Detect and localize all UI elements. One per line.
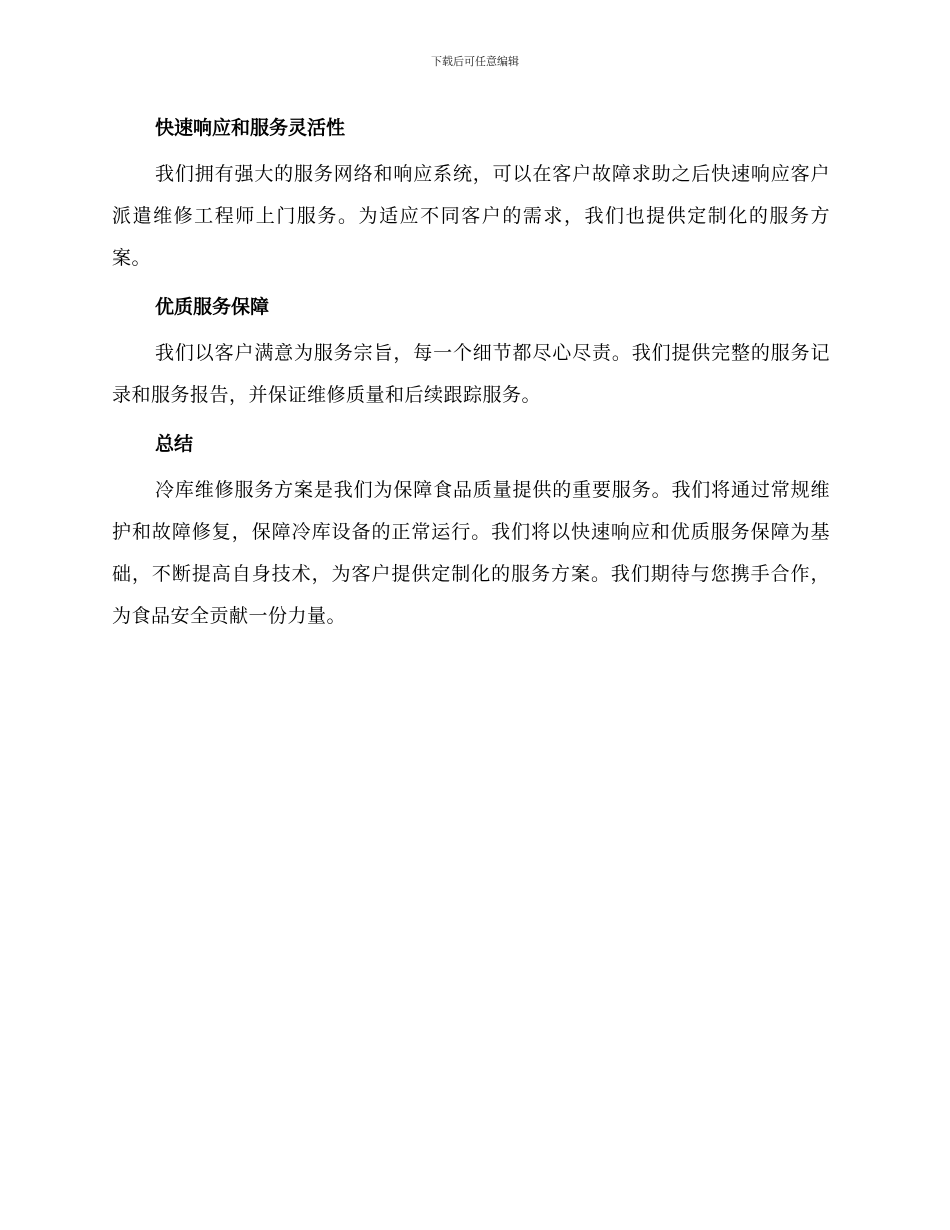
section-heading: 总结 (155, 433, 194, 455)
section-heading: 优质服务保障 (155, 296, 270, 318)
section-paragraph: 我们以客户满意为服务宗旨，每一个细节都尽心尽责。我们提供完整的服务记录和服务报告，并保证维修质量和后续跟踪服务。 (112, 342, 830, 406)
section-quality-assurance (112, 287, 830, 416)
section-paragraph: 冷库维修服务方案是我们为保障食品质量提供的重要服务。我们将通过常规维护和故障修复，保障冷库设备的正常运行。我们将以快速响应和优质服务保障为基础，不断提高自身技术，为客户提供定制化的服务方案。我们期待与您携手合作，为食品安全贡献一份力量。 (112, 479, 830, 627)
section-paragraph: 我们拥有强大的服务网络和响应系统，可以在客户故障求助之后快速响应客户派遣维修工程师上门服务。为适应不同客户的需求，我们也提供定制化的服务方案。 (112, 163, 830, 269)
section-quick-response (112, 108, 830, 279)
page-header: 下载后可任意编辑 (431, 55, 519, 68)
section-summary (112, 424, 830, 637)
document-body (112, 108, 830, 645)
section-heading: 快速响应和服务灵活性 (155, 117, 346, 139)
